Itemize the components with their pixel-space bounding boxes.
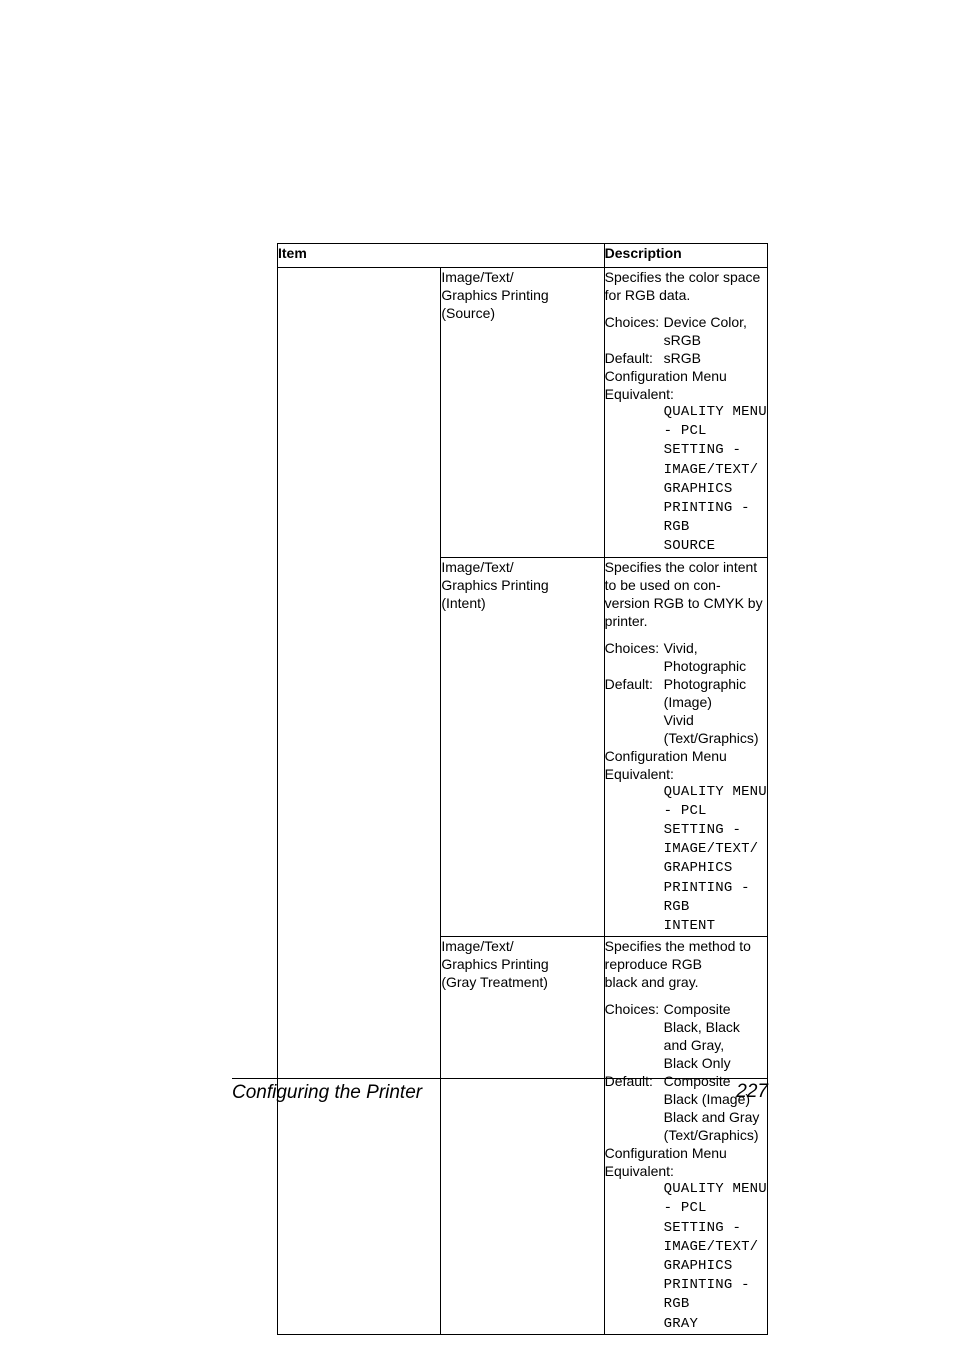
default-value: Composite Black (Image) — [663, 1073, 751, 1108]
config-label: Configuration Menu Equivalent: — [604, 1145, 727, 1180]
item-line: Image/Text/ — [441, 558, 514, 575]
default-label: Default: — [604, 1073, 653, 1090]
choices-label: Choices: — [604, 1001, 660, 1018]
menu-path-line: GRAPHICS PRINTING - RGB — [663, 480, 750, 536]
description-cell — [604, 557, 767, 937]
default-value: sRGB — [663, 350, 701, 366]
choices-value: Vivid, Photographic — [663, 639, 747, 674]
menu-path-line: SOURCE — [663, 538, 716, 555]
description-lead: Specifies the color space for RGB data. — [604, 269, 761, 303]
choices-label: Choices: — [604, 314, 660, 330]
choices — [605, 1000, 767, 1054]
blank-category-cell — [278, 268, 441, 1335]
menu-path-line: INTENT — [663, 918, 716, 935]
description-lead-line: Specifies the color intent to be used on con- — [604, 558, 758, 593]
item-cell — [441, 268, 604, 558]
footer-title: Configuring the Printer — [232, 1082, 423, 1103]
default-value: Black and Gray (Text/Graphics) — [663, 1109, 760, 1144]
default — [605, 349, 767, 367]
description-cell — [604, 937, 767, 1335]
item-line: Graphics Printing — [441, 956, 549, 973]
menu-path-line: SETTING - IMAGE/TEXT/ — [663, 1219, 759, 1255]
config-label: Configuration Menu Equivalent: — [604, 747, 727, 782]
item-line: (Gray Treatment) — [441, 974, 548, 991]
menu-path-line: QUALITY MENU - PCL — [663, 404, 767, 440]
item-cell — [441, 557, 604, 937]
choices-label: Choices: — [604, 639, 660, 656]
table-row — [278, 268, 768, 558]
item-line: Image/Text/ — [441, 269, 514, 285]
default-label: Default: — [604, 350, 653, 366]
choices-value: Device Color, sRGB — [663, 314, 747, 348]
config-label: Configuration Menu Equivalent: — [604, 368, 727, 402]
default — [605, 675, 767, 711]
default-value: Vivid (Text/Graphics) — [663, 711, 759, 746]
table-header-row — [278, 244, 768, 268]
item-line: (Intent) — [441, 594, 486, 611]
default-value: Photographic (Image) — [663, 675, 747, 710]
item-line: (Source) — [441, 305, 496, 321]
description-cell — [604, 268, 767, 558]
default-label: Default: — [604, 675, 653, 692]
item-line: Image/Text/ — [441, 938, 514, 955]
footer-divider — [232, 1078, 768, 1079]
description-lead — [605, 937, 767, 991]
choices-value: Black Only — [663, 1055, 731, 1072]
menu-path-line: SETTING - IMAGE/TEXT/ — [663, 442, 759, 478]
header-description: Description — [604, 244, 767, 268]
choices — [605, 639, 767, 675]
item-cell — [441, 937, 604, 1335]
header-item: Item — [278, 244, 605, 268]
item-line: Graphics Printing — [441, 576, 549, 593]
page-number: 227 — [736, 1081, 768, 1102]
menu-path-line: QUALITY MENU - PCL — [663, 783, 767, 819]
description-lead-line: version RGB to CMYK by printer. — [604, 594, 763, 629]
menu-path-line: GRAY — [663, 1315, 699, 1332]
item-line: Graphics Printing — [441, 287, 549, 303]
menu-path-line: SETTING - IMAGE/TEXT/ — [663, 822, 759, 858]
choices — [605, 313, 767, 349]
choices-value: Composite Black, Black and Gray, — [663, 1001, 740, 1054]
description-lead-line: black and gray. — [604, 974, 699, 991]
menu-path-line: QUALITY MENU - PCL — [663, 1181, 767, 1217]
description-lead — [605, 558, 767, 630]
menu-path-line: GRAPHICS PRINTING - RGB — [663, 1258, 750, 1313]
description-lead-line: Specifies the method to reproduce RGB — [604, 938, 751, 973]
settings-table — [277, 243, 768, 1335]
menu-path-line: GRAPHICS PRINTING - RGB — [663, 860, 750, 915]
